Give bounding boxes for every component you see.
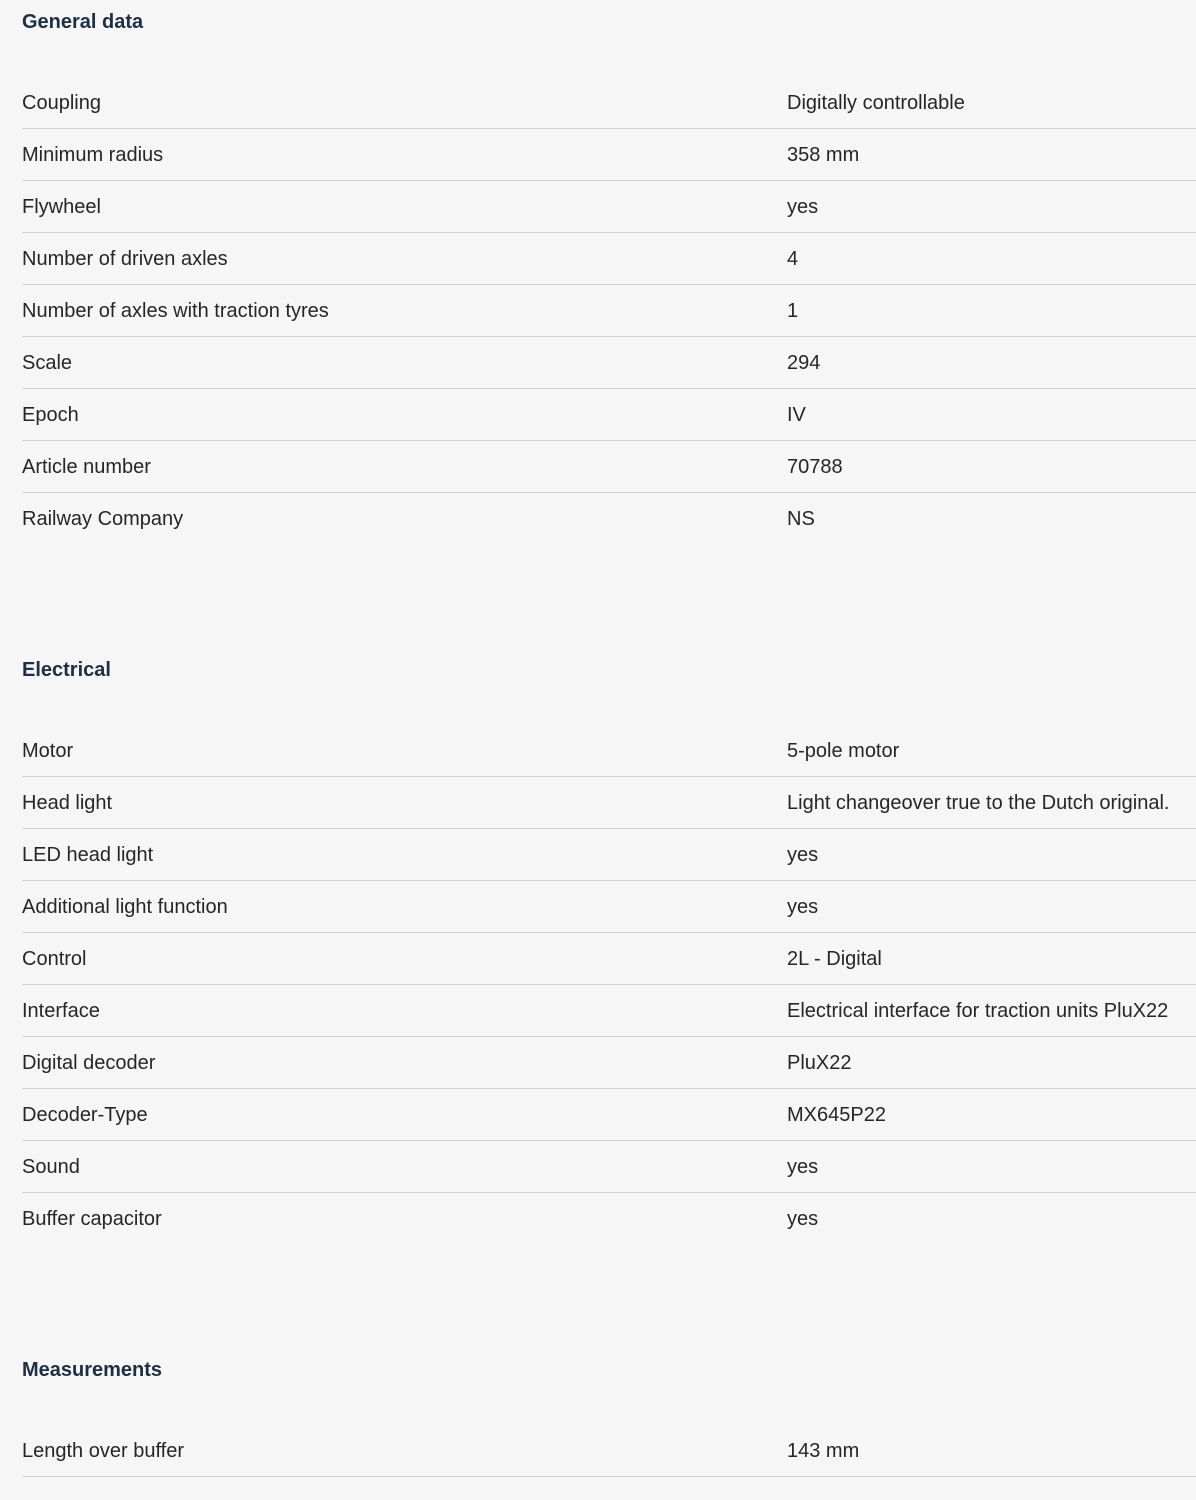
spec-row-article-number [22,441,1196,493]
spec-value: 70788 [787,456,843,478]
spec-value: 5-pole motor [787,740,900,762]
spec-label: Flywheel [22,196,101,218]
spec-row-scale [22,337,1196,389]
spec-row-additional-light [22,881,1196,933]
spec-row-interface [22,985,1196,1037]
spec-value: PluX22 [787,1052,852,1074]
section-title-measurements: Measurements [22,1359,163,1381]
spec-label: Buffer capacitor [22,1208,162,1230]
spec-label: Scale [22,352,73,374]
spec-row-railway-company [22,493,1196,545]
spec-label: Epoch [22,404,79,426]
spec-label: LED head light [22,844,154,866]
spec-row-driven-axles [22,233,1196,285]
spec-row-traction-tyres [22,285,1196,337]
spec-label: Coupling [22,92,101,114]
spec-value: yes [787,1208,819,1230]
spec-label: Number of driven axles [22,248,228,270]
spec-value: yes [787,1156,819,1178]
section-title-general-data: General data [22,11,144,33]
spec-label: Railway Company [22,508,184,530]
spec-value: yes [787,196,819,218]
spec-row-control [22,933,1196,985]
spec-label: Digital decoder [22,1052,156,1074]
spec-row-decoder-type [22,1089,1196,1141]
spec-label: Motor [22,740,74,762]
section-title-electrical: Electrical [22,659,111,681]
spec-row-flywheel [22,181,1196,233]
spec-label: Interface [22,1000,100,1022]
spec-row-minimum-radius [22,129,1196,181]
spec-row-coupling [22,77,1196,129]
spec-value: 294 [787,352,821,374]
spec-value: 4 [787,248,799,270]
spec-value: IV [787,404,806,426]
spec-row-epoch [22,389,1196,441]
spec-row-buffer-capacitor [22,1193,1196,1245]
spec-label: Number of axles with traction tyres [22,300,329,322]
spec-value: yes [787,896,819,918]
spec-row-head-light [22,777,1196,829]
spec-label: Minimum radius [22,144,164,166]
spec-value: 1 [787,300,799,322]
spec-row-sound [22,1141,1196,1193]
spec-row-motor [22,725,1196,777]
spec-row-led-head-light [22,829,1196,881]
spec-table-general-data [22,77,1196,545]
spec-value: yes [787,844,819,866]
spec-label: Additional light function [22,896,228,918]
spec-label: Length over buffer [22,1440,184,1462]
spec-label: Article number [22,456,151,478]
spec-value: Light changeover true to the Dutch original. [787,792,1170,814]
spec-table-measurements [22,1425,1196,1477]
spec-value: Digitally controllable [787,92,965,114]
spec-label: Control [22,948,87,970]
spec-value: 2L - Digital [787,948,882,970]
spec-value: Electrical interface for traction units PluX22 [787,1000,1169,1022]
spec-label: Decoder-Type [22,1104,148,1126]
spec-row-digital-decoder [22,1037,1196,1089]
spec-value: MX645P22 [787,1104,886,1126]
spec-value: NS [787,508,815,530]
spec-label: Sound [22,1156,80,1178]
spec-value: 143 mm [787,1440,860,1462]
spec-row-length-over-buffer [22,1425,1196,1477]
spec-label: Head light [22,792,113,814]
spec-value: 358 mm [787,144,860,166]
spec-table-electrical [22,725,1196,1245]
